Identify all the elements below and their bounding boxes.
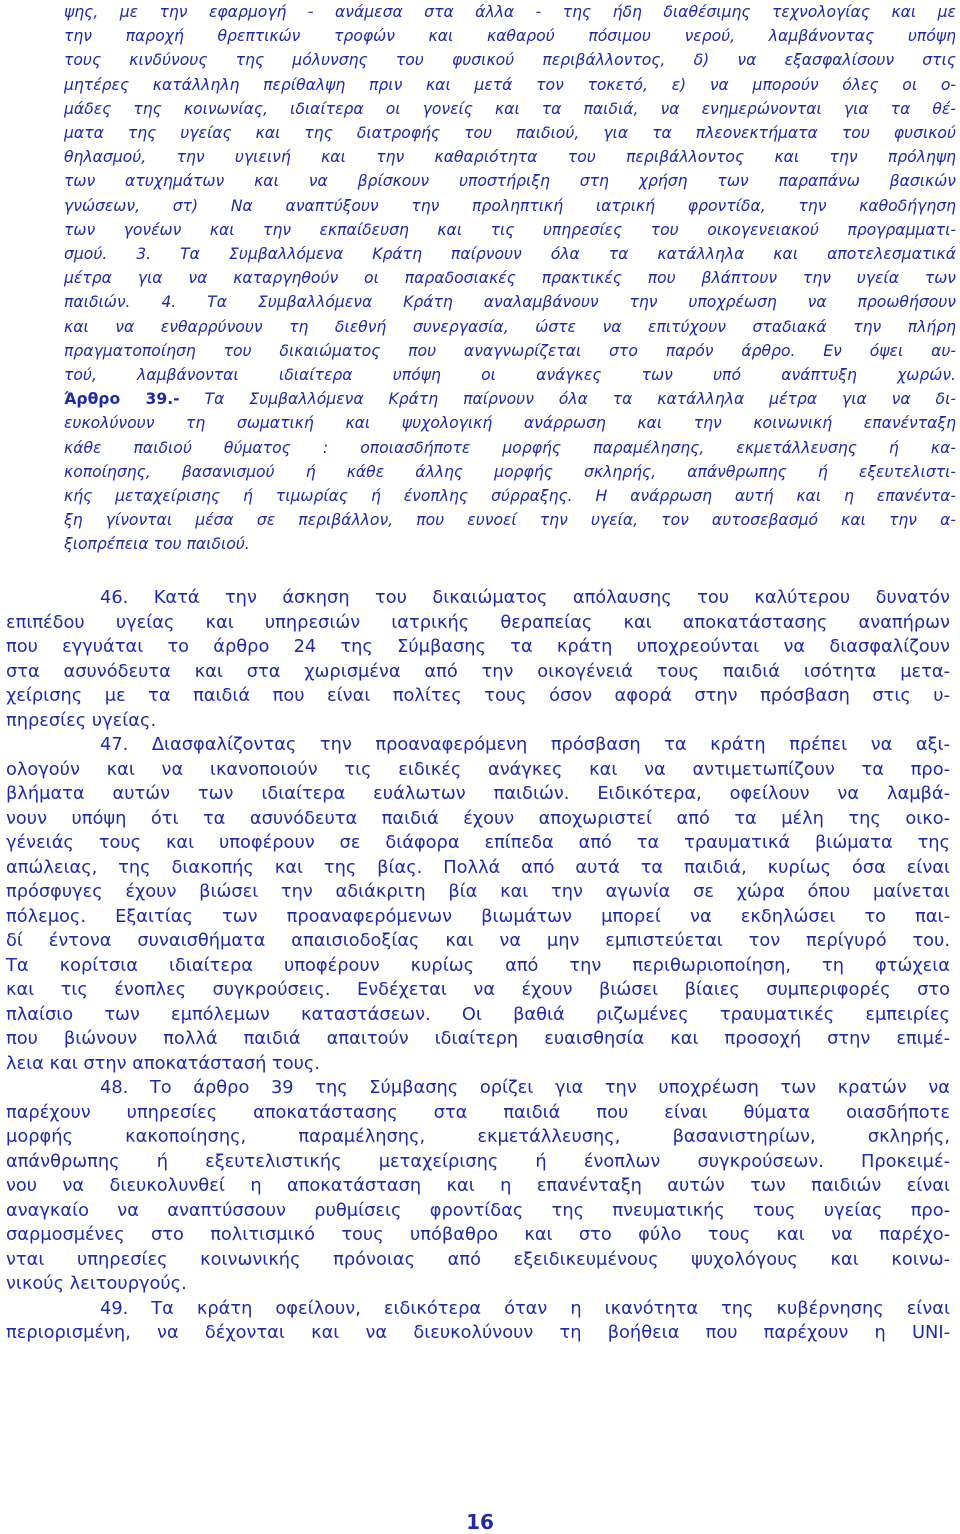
paragraph-first-line: 48. Το άρθρο 39 της Σύμβασης ορίζει για την υποχρέωση των κρατών να [100,1077,950,1098]
paragraph-line: δί έντονα συναισθήματα απαισιοδοξίας και να μην εμπιστεύεται τον περίγυρό του. [6,930,950,951]
paragraph-line: σαρμοσμένες στο πολιτισμικό τους υπόβαθρο και στο φύλο τους και να παρέχο- [6,1224,950,1245]
quote-line: τους κινδύνους της μόλυνσης του φυσικού περιβάλλοντος, δ) να εξασφαλίσουν στις [64,51,956,70]
paragraph-first-line: 49. Τα κράτη οφείλουν, ειδικότερα όταν η ικανότητα της κυβέρνησης είναι [100,1297,950,1319]
article-39-heading: Άρθρο 39.- [64,390,180,409]
paragraph-line: Τα κορίτσια ιδιαίτερα υποφέρουν κυρίως από την περιθωριοποίηση, τη φτώχεια [6,954,950,976]
paragraph-line: επιπέδου υγείας και υπηρεσιών ιατρικής θεραπείας και αποκατάστασης αναπήρων [6,611,950,633]
article-39-first-line [64,387,956,411]
article-39-line: κάθε παιδιού θύματος : οποιασδήποτε μορφής παραμέλησης, εκμετάλλευσης ή κα- [64,438,956,457]
paragraph-line: πρόσφυγες έχουν βιώσει την αδιάκριτη βία και την αγωνία σε χώρα όπου μαίνεται [6,881,950,902]
paragraph-line: απάνθρωπης ή εξευτελιστικής μεταχείρισης ή ένοπλων συγκρούσεων. Προκειμέ- [6,1150,950,1172]
commentary-body [6,586,950,1346]
quote-line: σμού. 3. Τα Συμβαλλόμενα Κράτη παίρνουν όλα τα κατάλληλα και αποτελεσματικά [64,245,956,264]
quote-line: μητέρες κατάλληλη περίθαλψη πριν και μετά τον τοκετό, ε) να μπορούν όλες οι ο- [64,75,956,94]
quote-line: θηλασμού, την υγιεινή και την καθαριότητα του περιβάλλοντος και την πρόληψη [64,148,956,167]
paragraph-line: απώλειας, της διακοπής και της βίας. Πολλά από αυτά τα παιδιά, κυρίως όσα είναι [6,856,950,878]
quote-line: ματα της υγείας και της διατροφής του παιδιού, για τα πλεονεκτήματα του φυσικού [64,124,956,143]
paragraph-line: νται υπηρεσίες κοινωνικής πρόνοιας από εξειδικευμένους ψυχολόγους και κοινω- [6,1248,950,1270]
convention-quote-block [64,0,956,557]
quote-line: τού, λαμβάνονται ιδιαίτερα υπόψη οι ανάγκες των υπό ανάπτυξη χωρών. [64,366,956,385]
article-39-line: κής μεταχείρισης ή τιμωρίας ή ένοπλης σύρραξης. Η ανάρρωση αυτή και η επανέντα- [64,487,956,506]
paragraph-line: νου να διευκολυνθεί η αποκατάσταση και η επανένταξη αυτών των παιδιών είναι [6,1175,950,1196]
paragraph-line: περιορισμένη, να δέχονται και να διευκολύνουν τη βοήθεια που παρέχουν η UNI- [6,1322,950,1343]
paragraph-line: και τις ένοπλες συγκρούσεις. Ενδέχεται να έχουν βιώσει βίαιες συμπεριφορές στο [6,979,950,1000]
quote-line: των γονέων και την εκπαίδευση και τις υπηρεσίες του οικογενειακού προγραμματι- [64,220,956,239]
paragraph-first-line: 47. Διασφαλίζοντας την προαναφερόμενη πρόσβαση τα κράτη πρέπει να αξι- [100,734,950,755]
quote-line: των ατυχημάτων και να βρίσκουν υποστήριξη στη χρήση των παραπάνω βασικών [64,172,956,191]
article-39-line: ξιοπρέπεια του παιδιού. [64,535,250,554]
article-39-line: ευκολύνουν τη σωματική και ψυχολογική ανάρρωση και την κοινωνική επανένταξη [64,414,956,433]
paragraph-line: λεια και στην αποκατάστασή τους. [6,1052,321,1074]
quote-line: ψης, με την εφαρμογή - ανάμεσα στα άλλα - της ήδη διαθέσιμης τεχνολογίας και με [64,3,956,21]
paragraph-line: γένειάς τους και υποφέρουν σε διάφορα επίπεδα από τα τραυματικά βιώματα της [6,832,950,853]
paragraph-line: πηρεσίες υγείας. [6,709,157,731]
paragraph-line: ολογούν και να ικανοποιούν τις ειδικές ανάγκες και να αντιμετωπίζουν τα προ- [6,758,950,780]
paragraph-line: νικούς λειτουργούς. [6,1273,187,1294]
paragraph-line: αναγκαίο να αναπτύσσουν ρυθμίσεις φροντίδας της πνευματικής τους υγείας προ- [6,1199,950,1221]
page-number: 16 [466,1510,494,1534]
quote-line: πραγματοποίηση του δικαιώματος που αναγνωρίζεται στο παρόν άρθρο. Εν όψει αυ- [64,341,956,360]
article-39-line: ξη γίνονται μέσα σε περιβάλλον, που ευνοεί την υγεία, τον αυτοσεβασμό και την α- [64,511,956,530]
quote-line: την παροχή θρεπτικών τροφών και καθαρού πόσιμου νερού, λαμβάνοντας υπόψη [64,27,956,46]
paragraph-line: πόλεμος. Εξαιτίας των προαναφερόμενων βιωμάτων μπορεί να εκδηλώσει το παι- [6,905,950,927]
paragraph-first-line: 46. Κατά την άσκηση του δικαιώματος απόλαυσης του καλύτερου δυνατόν [100,587,950,608]
article-39-line: κοποίησης, βασανισμού ή κάθε άλλης μορφής σκληρής, απάνθρωπης ή εξευτελιστι- [64,462,956,481]
paragraph-line: χείρισης με τα παιδιά που είναι πολίτες τους όσον αφορά στην πρόσβαση στις υ- [6,685,950,706]
quote-line: μέτρα για να καταργηθούν οι παραδοσιακές πρακτικές που βλάπτουν την υγεία των [64,269,956,288]
quote-line: γνώσεων, στ) Να αναπτύξουν την προληπτική ιατρική φροντίδα, την καθοδήγηση [64,196,956,215]
quote-line: μάδες της κοινωνίας, ιδιαίτερα οι γονείς και τα παιδιά, να ενημερώνονται για τα θέ- [64,99,956,118]
paragraph-line: βλήματα αυτών των ιδιαίτερα ευάλωτων παιδιών. Ειδικότερα, οφείλουν να λαμβά- [6,783,950,804]
paragraph-line: πλαίσιο των εμπόλεμων καταστάσεων. Οι βαθιά ριζωμένες τραυματικές εμπειρίες [6,1003,950,1025]
paragraph-line: που βιώνουν πολλά παιδιά απαιτούν ιδιαίτερη ευαισθησία και προσοχή στην επιμέ- [6,1028,950,1049]
quote-line: και να ενθαρρύνουν τη διεθνή συνεργασία, ώστε να επιτύχουν σταδιακά την πλήρη [64,317,956,336]
paragraph-line: παρέχουν υπηρεσίες αποκατάστασης στα παιδιά που είναι θύματα οιασδήποτε [6,1101,950,1123]
paragraph-line: νουν υπόψη ότι τα ασυνόδευτα παιδιά έχουν αποχωριστεί από τα μέλη της οικο- [6,807,950,829]
paragraph-line: που εγγυάται το άρθρο 24 της Σύμβασης τα κράτη υποχρεούνται να διασφαλίζουν [6,636,950,657]
paragraph-line: στα ασυνόδευτα και στα χωρισμένα από την οικογένειά τους παιδιά ισότητα μετα- [6,660,950,682]
quote-line: παιδιών. 4. Τα Συμβαλλόμενα Κράτη αναλαμβάνουν την υποχρέωση να προωθήσουν [64,293,956,312]
article-39-first-line-text: Τα Συμβαλλόμενα Κράτη παίρνουν όλα τα κατάλληλα μέτρα για να δι- [179,390,956,409]
paragraph-line: μορφής κακοποίησης, παραμέλησης, εκμετάλλευσης, βασανιστηρίων, σκληρής, [6,1126,950,1147]
